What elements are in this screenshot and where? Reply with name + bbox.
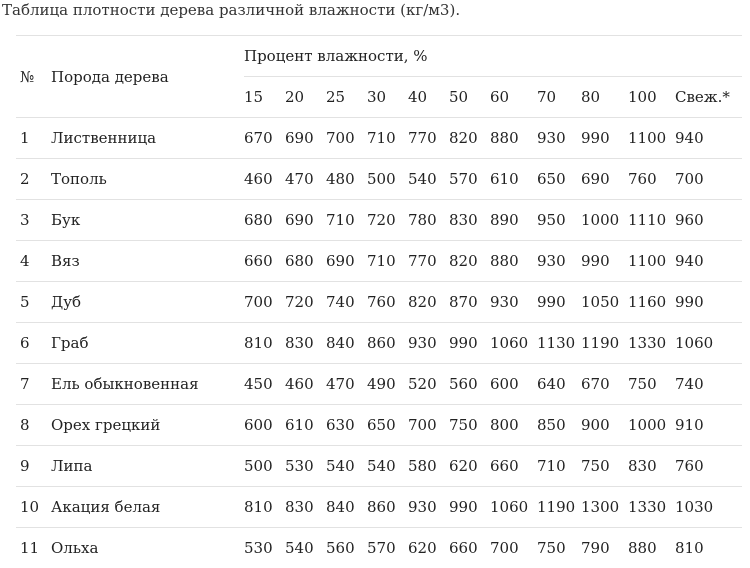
density-value-fresh: 760 <box>675 446 742 487</box>
moisture-level-header-fresh: Свеж.* <box>675 77 742 118</box>
density-value: 710 <box>537 446 581 487</box>
density-value: 1190 <box>581 323 628 364</box>
density-value: 880 <box>490 118 537 159</box>
density-value: 760 <box>628 159 675 200</box>
density-value: 600 <box>244 405 285 446</box>
row-number: 10 <box>16 487 51 528</box>
density-value: 470 <box>285 159 326 200</box>
density-value: 890 <box>490 200 537 241</box>
density-value-fresh: 960 <box>675 200 742 241</box>
row-number: 2 <box>16 159 51 200</box>
density-value: 830 <box>285 323 326 364</box>
table-row <box>16 200 742 241</box>
density-value: 600 <box>490 364 537 405</box>
moisture-level-header: 80 <box>581 77 628 118</box>
table-row <box>16 159 742 200</box>
density-value: 460 <box>244 159 285 200</box>
density-value-fresh: 940 <box>675 118 742 159</box>
density-value: 930 <box>408 323 449 364</box>
density-value: 640 <box>537 364 581 405</box>
density-value: 660 <box>449 528 490 568</box>
density-value: 1000 <box>628 405 675 446</box>
density-value-fresh: 990 <box>675 282 742 323</box>
table-row <box>16 282 742 323</box>
density-value: 580 <box>408 446 449 487</box>
density-value: 450 <box>244 364 285 405</box>
density-value: 500 <box>244 446 285 487</box>
density-value-fresh: 910 <box>675 405 742 446</box>
density-value: 990 <box>581 118 628 159</box>
row-number: 1 <box>16 118 51 159</box>
table-row <box>16 364 742 405</box>
row-number: 6 <box>16 323 51 364</box>
density-table <box>16 35 742 568</box>
table-row <box>16 487 742 528</box>
density-value: 530 <box>285 446 326 487</box>
density-value: 800 <box>490 405 537 446</box>
species-name: Лиственница <box>51 118 244 159</box>
moisture-level-header: 50 <box>449 77 490 118</box>
density-value: 1300 <box>581 487 628 528</box>
density-value: 1110 <box>628 200 675 241</box>
density-value: 620 <box>408 528 449 568</box>
density-value: 690 <box>326 241 367 282</box>
density-value: 650 <box>367 405 408 446</box>
density-value: 820 <box>449 118 490 159</box>
moisture-level-header: 100 <box>628 77 675 118</box>
density-value: 840 <box>326 487 367 528</box>
density-value: 620 <box>449 446 490 487</box>
density-value: 720 <box>285 282 326 323</box>
density-value: 990 <box>449 487 490 528</box>
density-value: 480 <box>326 159 367 200</box>
density-value: 1130 <box>537 323 581 364</box>
density-value: 930 <box>408 487 449 528</box>
row-number: 9 <box>16 446 51 487</box>
species-name: Граб <box>51 323 244 364</box>
density-value: 520 <box>408 364 449 405</box>
density-value-fresh: 1030 <box>675 487 742 528</box>
density-value: 780 <box>408 200 449 241</box>
density-value-fresh: 810 <box>675 528 742 568</box>
density-value: 990 <box>449 323 490 364</box>
density-value: 710 <box>367 241 408 282</box>
density-value: 1000 <box>581 200 628 241</box>
density-value: 820 <box>449 241 490 282</box>
species-name: Тополь <box>51 159 244 200</box>
density-value: 540 <box>367 446 408 487</box>
density-value: 700 <box>490 528 537 568</box>
species-name: Вяз <box>51 241 244 282</box>
density-value: 820 <box>408 282 449 323</box>
row-number: 5 <box>16 282 51 323</box>
density-value: 1330 <box>628 487 675 528</box>
density-value: 560 <box>326 528 367 568</box>
density-value: 540 <box>408 159 449 200</box>
density-value: 540 <box>285 528 326 568</box>
density-value: 690 <box>285 118 326 159</box>
row-number: 7 <box>16 364 51 405</box>
density-value: 750 <box>581 446 628 487</box>
density-value: 830 <box>285 487 326 528</box>
row-number: 8 <box>16 405 51 446</box>
density-value: 710 <box>326 200 367 241</box>
species-name: Ель обыкновенная <box>51 364 244 405</box>
density-value: 560 <box>449 364 490 405</box>
density-value: 860 <box>367 323 408 364</box>
density-value: 880 <box>490 241 537 282</box>
density-value: 660 <box>490 446 537 487</box>
density-value: 930 <box>490 282 537 323</box>
density-value: 750 <box>628 364 675 405</box>
density-value: 770 <box>408 118 449 159</box>
density-value: 690 <box>581 159 628 200</box>
row-number: 4 <box>16 241 51 282</box>
density-value: 840 <box>326 323 367 364</box>
table-row <box>16 118 742 159</box>
density-value: 460 <box>285 364 326 405</box>
density-value: 670 <box>581 364 628 405</box>
table-row <box>16 405 742 446</box>
density-value: 700 <box>244 282 285 323</box>
density-value: 700 <box>326 118 367 159</box>
table-body <box>16 118 742 568</box>
row-number: 11 <box>16 528 51 568</box>
density-value: 660 <box>244 241 285 282</box>
density-value: 1160 <box>628 282 675 323</box>
density-value: 680 <box>244 200 285 241</box>
density-value: 870 <box>449 282 490 323</box>
density-value: 790 <box>581 528 628 568</box>
table-header <box>16 36 742 118</box>
density-value: 500 <box>367 159 408 200</box>
density-value: 1330 <box>628 323 675 364</box>
density-value: 860 <box>367 487 408 528</box>
density-value: 540 <box>326 446 367 487</box>
density-value-fresh: 700 <box>675 159 742 200</box>
moisture-level-header: 40 <box>408 77 449 118</box>
density-value: 650 <box>537 159 581 200</box>
table-row <box>16 323 742 364</box>
density-value: 1050 <box>581 282 628 323</box>
page-title: Таблица плотности дерева различной влажности (кг/м3). <box>2 0 460 20</box>
density-value: 770 <box>408 241 449 282</box>
moisture-level-header: 30 <box>367 77 408 118</box>
density-value: 1060 <box>490 323 537 364</box>
column-header-number: № <box>16 36 51 118</box>
density-value: 470 <box>326 364 367 405</box>
moisture-level-header: 70 <box>537 77 581 118</box>
density-value: 570 <box>449 159 490 200</box>
species-name: Орех грецкий <box>51 405 244 446</box>
table-row <box>16 446 742 487</box>
density-value: 1190 <box>537 487 581 528</box>
density-value: 750 <box>537 528 581 568</box>
density-value: 900 <box>581 405 628 446</box>
density-value: 760 <box>367 282 408 323</box>
density-value: 740 <box>326 282 367 323</box>
density-value: 930 <box>537 118 581 159</box>
column-header-moisture: Процент влажности, % <box>244 36 742 77</box>
density-value: 930 <box>537 241 581 282</box>
density-value: 610 <box>490 159 537 200</box>
column-header-species: Порода дерева <box>51 36 244 118</box>
density-value: 610 <box>285 405 326 446</box>
density-value: 850 <box>537 405 581 446</box>
density-value-fresh: 1060 <box>675 323 742 364</box>
moisture-level-header: 20 <box>285 77 326 118</box>
density-value: 700 <box>408 405 449 446</box>
density-value: 630 <box>326 405 367 446</box>
species-name: Бук <box>51 200 244 241</box>
moisture-level-header: 25 <box>326 77 367 118</box>
density-value: 490 <box>367 364 408 405</box>
density-value: 710 <box>367 118 408 159</box>
species-name: Дуб <box>51 282 244 323</box>
moisture-level-header: 60 <box>490 77 537 118</box>
density-value: 1100 <box>628 241 675 282</box>
density-value: 530 <box>244 528 285 568</box>
density-value: 690 <box>285 200 326 241</box>
density-value: 990 <box>581 241 628 282</box>
density-value: 830 <box>628 446 675 487</box>
header-row-top <box>16 36 742 77</box>
row-number: 3 <box>16 200 51 241</box>
density-value: 810 <box>244 323 285 364</box>
density-value: 750 <box>449 405 490 446</box>
density-value: 990 <box>537 282 581 323</box>
density-value: 810 <box>244 487 285 528</box>
density-value-fresh: 740 <box>675 364 742 405</box>
species-name: Акация белая <box>51 487 244 528</box>
density-value: 570 <box>367 528 408 568</box>
density-value: 720 <box>367 200 408 241</box>
moisture-level-header: 15 <box>244 77 285 118</box>
density-value: 830 <box>449 200 490 241</box>
density-value: 680 <box>285 241 326 282</box>
species-name: Ольха <box>51 528 244 568</box>
table-row <box>16 528 742 568</box>
density-value: 1060 <box>490 487 537 528</box>
density-value: 880 <box>628 528 675 568</box>
density-value-fresh: 940 <box>675 241 742 282</box>
density-value: 950 <box>537 200 581 241</box>
table-row <box>16 241 742 282</box>
density-value: 670 <box>244 118 285 159</box>
density-value: 1100 <box>628 118 675 159</box>
species-name: Липа <box>51 446 244 487</box>
